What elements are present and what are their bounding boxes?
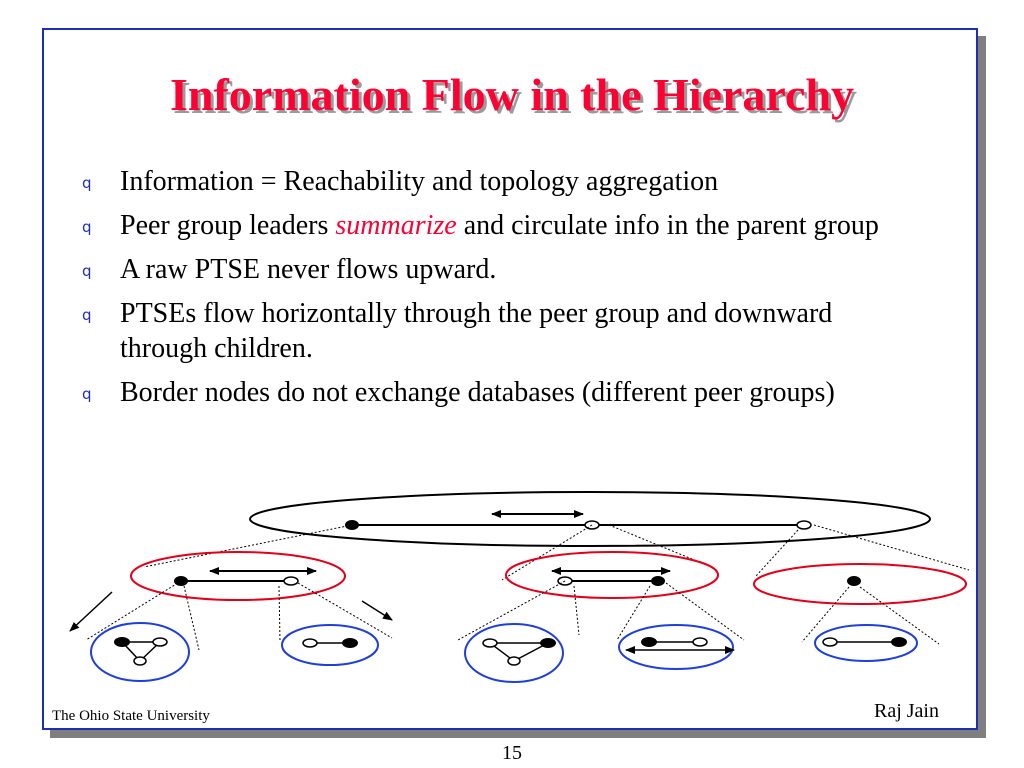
level2-group-middle [506,552,718,598]
level2-to-level3-links [86,581,939,650]
level3-group-5 [815,625,917,661]
level3-group-2 [282,625,378,665]
bullet-text: and circulate info in the parent group [456,210,879,241]
footer-author: Raj Jain [874,700,939,722]
emphasis-text: summarize [335,210,457,241]
bullet-text: A raw PTSE never flows upward. [120,254,497,285]
level2-group-right [754,564,966,604]
bullet-marker-icon: q [82,218,92,236]
bullet-marker-icon: q [82,262,92,280]
top-group-ellipse [250,492,930,546]
level3-group-3 [465,624,563,682]
bullet-marker-icon: q [82,174,92,192]
bullet-text: Border nodes do not exchange databases (different peer groups) [120,377,835,408]
level3-group-4 [619,625,734,669]
top-peer-group [250,492,930,546]
hierarchy-diagram [44,30,980,732]
bullet-marker-icon: q [82,385,92,403]
bullet-text: Information = Reachability and topology aggregation [120,166,719,197]
flow-arrow [362,601,392,620]
level2-group-left [131,552,345,600]
logical-node [797,521,811,529]
bullet-text: PTSEs flow horizontally through the peer group and downward through children. [120,298,833,364]
page-number: 15 [502,742,522,764]
slide-title: Information Flow in the Hierarchy [170,69,854,120]
level3-group-1 [91,623,189,681]
flow-arrow [70,592,112,631]
footer-university: The Ohio State University [52,708,210,724]
bullet-marker-icon: q [82,306,92,324]
bullet-text: Peer group leaders [120,210,336,241]
slide-frame [42,28,978,730]
